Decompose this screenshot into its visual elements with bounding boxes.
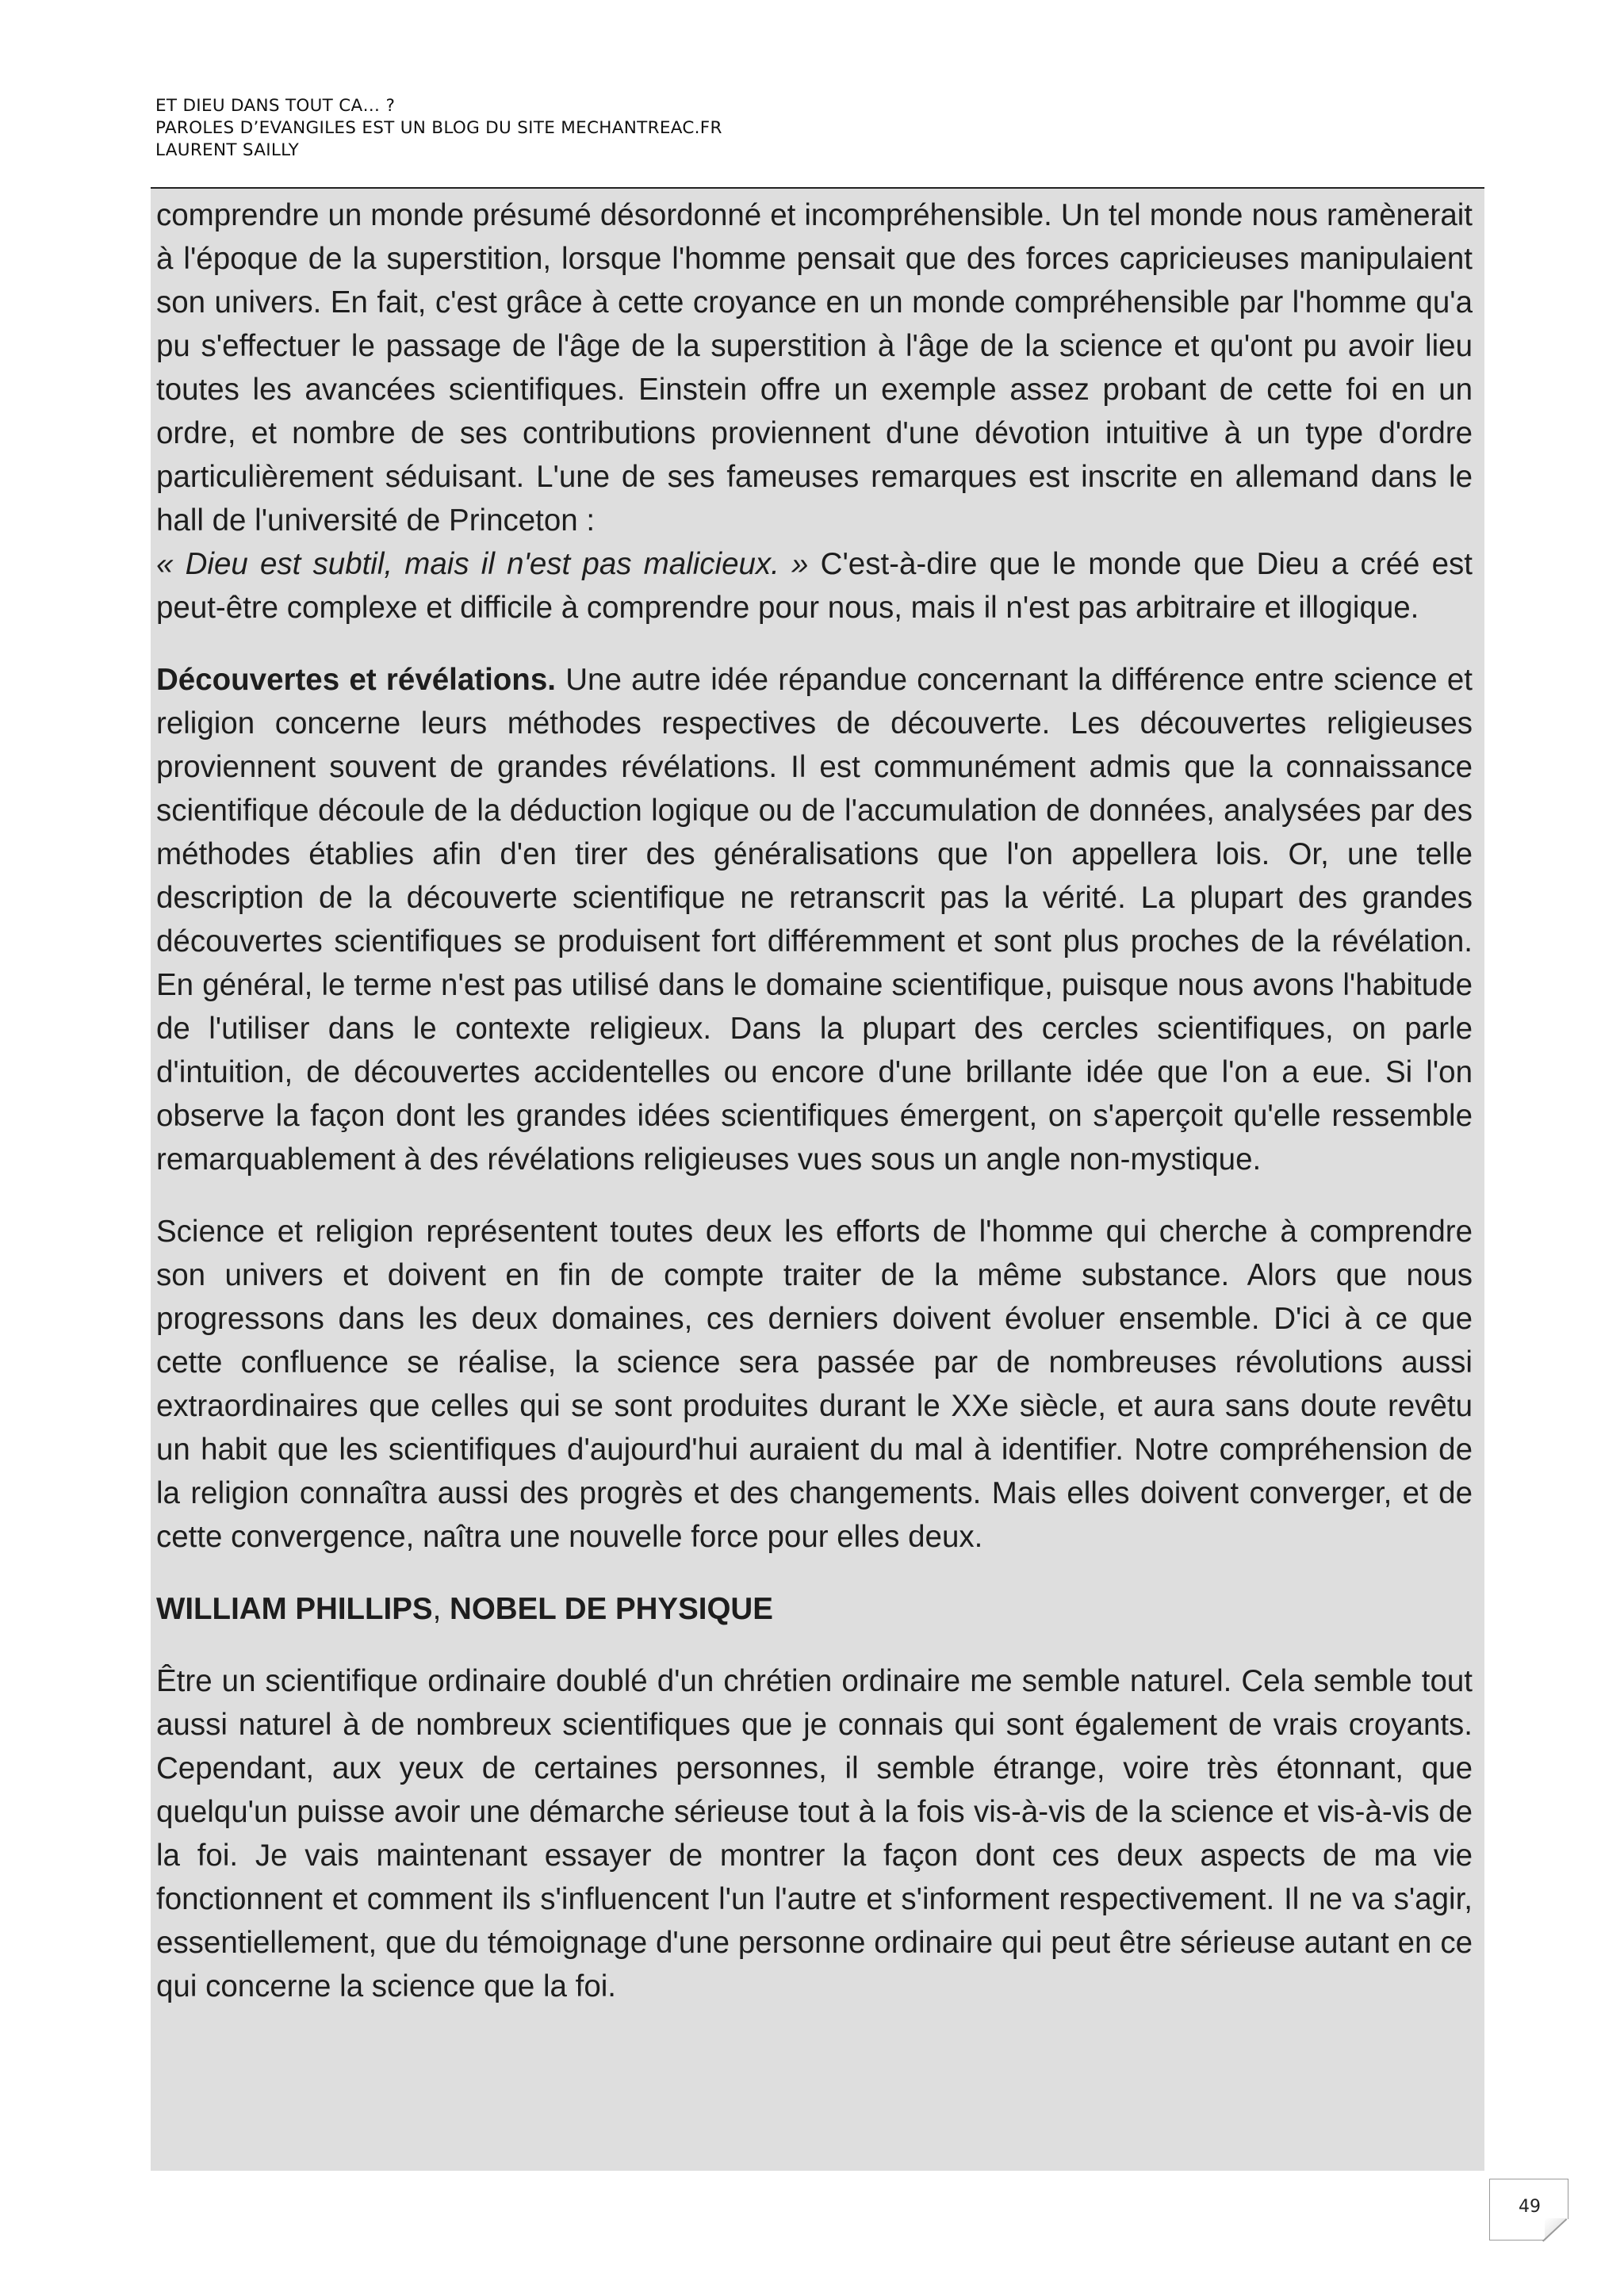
paragraph-einstein: [156, 193, 1473, 629]
paragraph-text: Une autre idée répandue concernant la différence entre science et religion concerne leurs méthodes respectives de découverte. Les découvertes religieuses proviennent souvent de grandes révélations. Il est communément admis que la connaissance scientifique découle de la déduction logique ou de l'accumulation de données, analysées par des méthodes établies afin d'en tirer des généralisations que l'on appellera lois. Or, une telle description de la découverte scientifique ne retranscrit pas la vérité. La plupart des grandes découvertes scientifiques se produisent fort différemment et sont plus proches de la révélation. En général, le terme n'est pas utilisé dans le domaine scientifique, puisque nous avons l'habitude de l'utiliser dans le contexte religieux. Dans la plupart des cercles scientifiques, on parle d'intuition, de découvertes accidentelles ou encore d'une brillante idée que l'on a eue. Si l'on observe la façon dont les grandes idées scientifiques émergent, on s'aperçoit qu'elle ressemble remarquablement à des révélations religieuses vues sous un angle non-mystique.: [156, 663, 1473, 1177]
header-blog-line: PAROLES D’EVANGILES EST UN BLOG DU SITE MECHANTREAC.FR: [155, 118, 722, 138]
paragraph-phillips: [156, 1659, 1473, 2008]
header-author: LAURENT SAILLY: [155, 140, 300, 160]
paragraph-text: Être un scientifique ordinaire doublé d'un chrétien ordinaire me semble naturel. Cela semble tout aussi naturel à de nombreux scientifiques que je connais qui sont également de vrais croyants. Cependant, aux yeux de certaines personnes, il semble étrange, voire très étonnant, que quelqu'un puisse avoir une démarche sérieuse tout à la fois vis-à-vis de la science et vis-à-vis de la foi. Je vais maintenant essayer de montrer la façon dont ces deux aspects de ma vie fonctionnent et comment ils s'influencent l'un l'autre et s'informent respectivement. Il ne va s'agir, essentiellement, que du témoignage d'une personne ordinaire qui peut être sérieuse autant en ce qui concerne la science que la foi.: [156, 1664, 1473, 2003]
page-number-box: [1489, 2179, 1568, 2241]
page-curl-icon: [1545, 2218, 1568, 2241]
paragraph-convergence: [156, 1210, 1473, 1559]
paragraph-text: C'est-à-dire que le monde que Dieu a créé est peut-être complexe et difficile à comprendre pour nous, mais il n'est pas arbitraire et illogique.: [156, 547, 1473, 625]
paragraph-text: Science et religion représentent toutes deux les efforts de l'homme qui cherche à comprendre son univers et doivent en fin de compte traiter de la même substance. Alors que nous progressons dans les deux domaines, ces derniers doivent évoluer ensemble. D'ici à ce que cette confluence se réalise, la science sera passée par de nombreuses révolutions aussi extraordinaires que celles qui se sont produites durant le XXe siècle, et aura sans doute revêtu un habit que les scientifiques d'aujourd'hui auraient du mal à identifier. Notre compréhension de la religion connaîtra aussi des progrès et des changements. Mais elles doivent converger, et de cette convergence, naîtra une nouvelle force pour elles deux.: [156, 1215, 1473, 1554]
header-title: ET DIEU DANS TOUT CA… ?: [155, 96, 396, 116]
heading-name: WILLIAM PHILLIPS: [156, 1592, 433, 1626]
heading-title: NOBEL DE PHYSIQUE: [450, 1592, 773, 1626]
paragraph-text: comprendre un monde présumé désordonné et incompréhensible. Un tel monde nous ramènerait à l'époque de la superstition, lorsque l'homme pensait que des forces capricieuses manipulaient son univers. En fait, c'est grâce à cette croyance en un monde compréhensible par l'homme qu'a pu s'effectuer le passage de l'âge de la superstition à l'âge de la science et qu'ont pu avoir lieu toutes les avancées scientifiques. Einstein offre un exemple assez probant de cette foi en un ordre, et nombre de ses contributions proviennent d'une dévotion intuitive à un type d'ordre particulièrement séduisant. L'une de ses fameuses remarques est inscrite en allemand dans le hall de l'université de Princeton :: [156, 198, 1473, 538]
page-number: 49: [1519, 2197, 1541, 2217]
einstein-quote: « Dieu est subtil, mais il n'est pas malicieux. »: [156, 547, 809, 581]
box-edge: [1490, 2240, 1545, 2241]
paragraph-discoveries: [156, 658, 1473, 1181]
shaded-text-block: [151, 189, 1484, 2171]
section-heading: [156, 1587, 1473, 1631]
running-header: [155, 95, 1480, 162]
heading-separator: ,: [432, 1592, 450, 1626]
paragraph-lead: Découvertes et révélations.: [156, 663, 556, 697]
